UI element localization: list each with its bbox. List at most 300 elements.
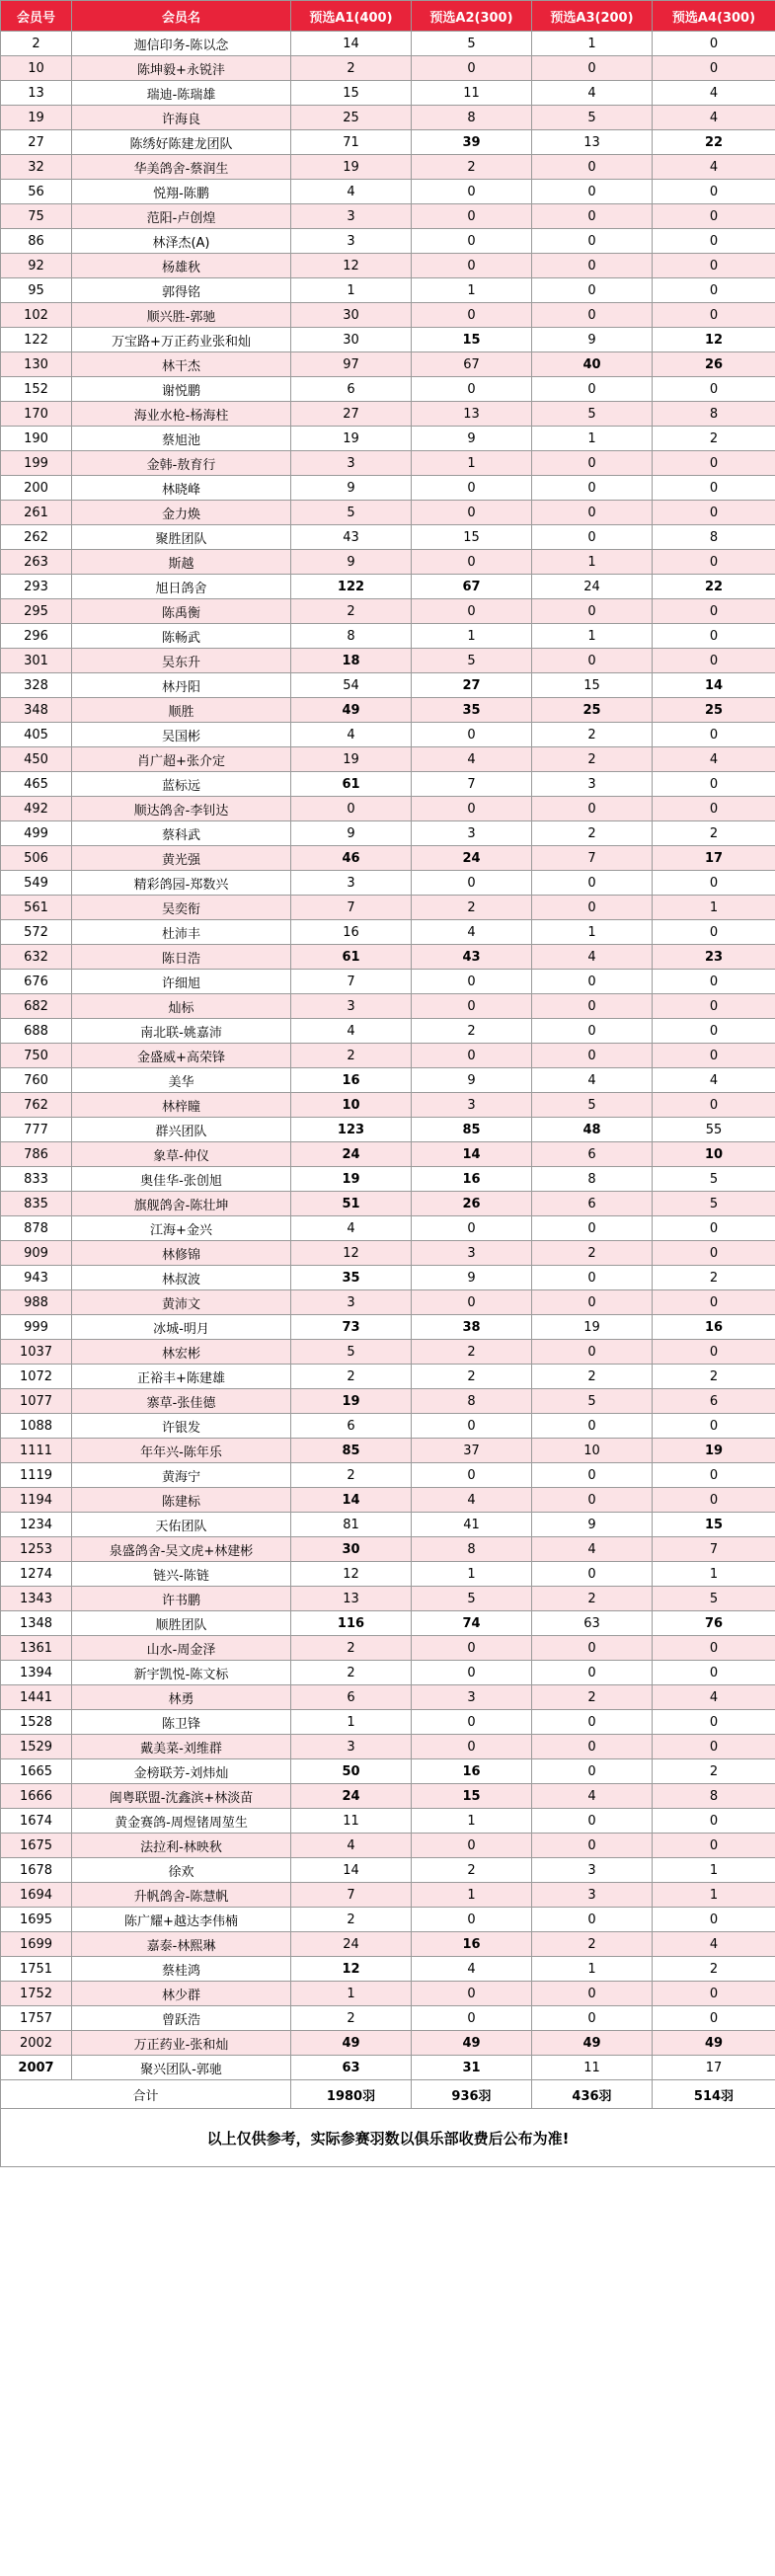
cell-a3: 0 (532, 254, 653, 278)
cell-a1: 49 (291, 2031, 412, 2056)
cell-a2: 4 (412, 747, 532, 772)
cell-member-name: 黄金赛鸽-周煜锗周堃生 (72, 1809, 291, 1834)
cell-a2: 0 (412, 599, 532, 624)
cell-a3: 0 (532, 476, 653, 501)
cell-a3: 40 (532, 352, 653, 377)
cell-a1: 24 (291, 1784, 412, 1809)
cell-a1: 54 (291, 673, 412, 698)
cell-member-name: 吴奕衔 (72, 896, 291, 920)
cell-member-name: 美华 (72, 1068, 291, 1093)
table-row (1, 1167, 775, 1192)
cell-a2: 9 (412, 1266, 532, 1290)
totals-row (1, 2080, 775, 2109)
cell-a2: 13 (412, 402, 532, 427)
cell-member-name: 迦信印务-陈以念 (72, 32, 291, 56)
table-row (1, 1587, 775, 1611)
cell-member-no: 200 (1, 476, 72, 501)
cell-a3: 19 (532, 1315, 653, 1340)
cell-a2: 8 (412, 1389, 532, 1414)
table-footer (1, 2080, 775, 2167)
cell-a4: 0 (653, 1093, 775, 1118)
cell-member-name: 杜沛丰 (72, 920, 291, 945)
table-row (1, 871, 775, 896)
cell-a4: 1 (653, 1883, 775, 1908)
cell-a1: 43 (291, 525, 412, 550)
cell-member-name: 吴国彬 (72, 723, 291, 747)
cell-a4: 0 (653, 2006, 775, 2031)
table-row (1, 1685, 775, 1710)
cell-a4: 55 (653, 1118, 775, 1142)
cell-a2: 15 (412, 1784, 532, 1809)
cell-member-no: 1361 (1, 1636, 72, 1661)
cell-a2: 0 (412, 377, 532, 402)
cell-member-no: 102 (1, 303, 72, 328)
cell-a3: 0 (532, 1982, 653, 2006)
cell-a3: 0 (532, 896, 653, 920)
cell-a3: 3 (532, 772, 653, 797)
cell-a4: 0 (653, 1340, 775, 1365)
cell-a1: 46 (291, 846, 412, 871)
cell-member-name: 法拉利-林映秋 (72, 1834, 291, 1858)
cell-a3: 2 (532, 821, 653, 846)
cell-member-no: 1072 (1, 1365, 72, 1389)
cell-member-name: 正裕丰+陈建雄 (72, 1365, 291, 1389)
cell-member-name: 旭日鸽舍 (72, 575, 291, 599)
cell-a1: 2 (291, 2006, 412, 2031)
cell-a4: 0 (653, 204, 775, 229)
table-row (1, 1142, 775, 1167)
cell-member-no: 561 (1, 896, 72, 920)
cell-a2: 0 (412, 723, 532, 747)
cell-a4: 49 (653, 2031, 775, 2056)
cell-member-no: 32 (1, 155, 72, 180)
cell-a2: 38 (412, 1315, 532, 1340)
cell-a1: 7 (291, 970, 412, 994)
cell-a1: 12 (291, 1957, 412, 1982)
cell-a2: 0 (412, 550, 532, 575)
cell-member-no: 1665 (1, 1759, 72, 1784)
cell-a2: 0 (412, 1463, 532, 1488)
cell-member-name: 象草-仲仪 (72, 1142, 291, 1167)
cell-member-no: 95 (1, 278, 72, 303)
cell-member-no: 572 (1, 920, 72, 945)
cell-member-name: 山水-周金泽 (72, 1636, 291, 1661)
cell-member-no: 1111 (1, 1439, 72, 1463)
cell-a2: 24 (412, 846, 532, 871)
cell-member-no: 999 (1, 1315, 72, 1340)
cell-a3: 0 (532, 970, 653, 994)
table-row (1, 1661, 775, 1685)
header-a2: 预选A2(300) (412, 1, 532, 32)
cell-a3: 7 (532, 846, 653, 871)
cell-a3: 2 (532, 1241, 653, 1266)
cell-a3: 4 (532, 945, 653, 970)
cell-a1: 4 (291, 180, 412, 204)
cell-a1: 0 (291, 797, 412, 821)
cell-a4: 0 (653, 1908, 775, 1932)
cell-member-no: 1694 (1, 1883, 72, 1908)
cell-a2: 0 (412, 2006, 532, 2031)
cell-member-no: 750 (1, 1044, 72, 1068)
cell-a4: 0 (653, 1241, 775, 1266)
cell-a3: 0 (532, 1834, 653, 1858)
cell-a2: 67 (412, 575, 532, 599)
cell-a2: 5 (412, 1587, 532, 1611)
cell-a4: 16 (653, 1315, 775, 1340)
cell-a3: 0 (532, 229, 653, 254)
cell-member-name: 许细旭 (72, 970, 291, 994)
cell-a1: 6 (291, 1685, 412, 1710)
table-row (1, 994, 775, 1019)
cell-a2: 2 (412, 1858, 532, 1883)
cell-a1: 30 (291, 1537, 412, 1562)
table-row (1, 550, 775, 575)
cell-a1: 3 (291, 994, 412, 1019)
cell-a2: 0 (412, 994, 532, 1019)
cell-a3: 0 (532, 649, 653, 673)
table-row (1, 1858, 775, 1883)
cell-a4: 0 (653, 229, 775, 254)
cell-a4: 25 (653, 698, 775, 723)
cell-a4: 0 (653, 1019, 775, 1044)
cell-member-name: 林宏彬 (72, 1340, 291, 1365)
cell-a2: 0 (412, 229, 532, 254)
cell-a3: 63 (532, 1611, 653, 1636)
cell-a3: 1 (532, 550, 653, 575)
cell-member-name: 金榜联芳-刘炜灿 (72, 1759, 291, 1784)
cell-member-name: 林晓峰 (72, 476, 291, 501)
cell-member-name: 聚胜团队 (72, 525, 291, 550)
total-a3: 436羽 (532, 2080, 653, 2109)
cell-a4: 0 (653, 1735, 775, 1759)
table-row (1, 1192, 775, 1216)
cell-a1: 4 (291, 1834, 412, 1858)
cell-member-name: 万宝路+万正药业张和灿 (72, 328, 291, 352)
cell-member-no: 328 (1, 673, 72, 698)
cell-a4: 8 (653, 525, 775, 550)
cell-a2: 5 (412, 649, 532, 673)
cell-a2: 0 (412, 303, 532, 328)
cell-member-name: 奥佳华-张创旭 (72, 1167, 291, 1192)
cell-member-no: 2007 (1, 2056, 72, 2080)
cell-member-name: 冰城-明月 (72, 1315, 291, 1340)
cell-member-name: 范阳-卢创煌 (72, 204, 291, 229)
cell-a2: 1 (412, 451, 532, 476)
cell-a2: 0 (412, 1735, 532, 1759)
table-row (1, 2031, 775, 2056)
cell-a1: 19 (291, 1167, 412, 1192)
cell-a4: 0 (653, 723, 775, 747)
cell-a3: 9 (532, 1513, 653, 1537)
cell-member-no: 92 (1, 254, 72, 278)
cell-a2: 3 (412, 1241, 532, 1266)
cell-a3: 0 (532, 1044, 653, 1068)
cell-a2: 0 (412, 204, 532, 229)
cell-a4: 4 (653, 81, 775, 106)
cell-a2: 3 (412, 1093, 532, 1118)
cell-a2: 0 (412, 1044, 532, 1068)
cell-a3: 0 (532, 501, 653, 525)
table-row (1, 1537, 775, 1562)
cell-a3: 0 (532, 1809, 653, 1834)
cell-a4: 0 (653, 1710, 775, 1735)
cell-member-no: 262 (1, 525, 72, 550)
cell-member-name: 戴美菜-刘维群 (72, 1735, 291, 1759)
table-row (1, 303, 775, 328)
cell-a2: 2 (412, 896, 532, 920)
cell-member-name: 陈建标 (72, 1488, 291, 1513)
cell-a4: 0 (653, 1834, 775, 1858)
cell-a1: 5 (291, 1340, 412, 1365)
cell-member-name: 许海良 (72, 106, 291, 130)
total-a2: 936羽 (412, 2080, 532, 2109)
header-member-name: 会员名 (72, 1, 291, 32)
total-a4: 514羽 (653, 2080, 775, 2109)
cell-a3: 1 (532, 624, 653, 649)
cell-member-no: 1394 (1, 1661, 72, 1685)
cell-a4: 0 (653, 772, 775, 797)
cell-a4: 8 (653, 1784, 775, 1809)
cell-a2: 3 (412, 1685, 532, 1710)
cell-a2: 0 (412, 1834, 532, 1858)
cell-a1: 50 (291, 1759, 412, 1784)
cell-a1: 8 (291, 624, 412, 649)
cell-member-name: 金盛威+高荣锋 (72, 1044, 291, 1068)
cell-member-name: 嘉泰-林熙琳 (72, 1932, 291, 1957)
cell-member-no: 1674 (1, 1809, 72, 1834)
cell-member-name: 陈坤毅+永锐沣 (72, 56, 291, 81)
cell-a2: 0 (412, 1982, 532, 2006)
cell-a2: 31 (412, 2056, 532, 2080)
table-header (1, 1, 775, 32)
cell-a3: 4 (532, 1537, 653, 1562)
table-row (1, 1759, 775, 1784)
cell-a1: 49 (291, 698, 412, 723)
table-row (1, 797, 775, 821)
cell-a4: 10 (653, 1142, 775, 1167)
cell-a1: 11 (291, 1809, 412, 1834)
cell-member-no: 1037 (1, 1340, 72, 1365)
cell-member-name: 聚兴团队-郭驰 (72, 2056, 291, 2080)
cell-member-name: 林丹阳 (72, 673, 291, 698)
cell-a4: 26 (653, 352, 775, 377)
cell-a1: 61 (291, 945, 412, 970)
table-row (1, 476, 775, 501)
cell-a3: 0 (532, 56, 653, 81)
cell-a2: 35 (412, 698, 532, 723)
cell-member-name: 新宇凯悦-陈文标 (72, 1661, 291, 1685)
cell-a2: 41 (412, 1513, 532, 1537)
cell-member-no: 1528 (1, 1710, 72, 1735)
cell-a4: 22 (653, 575, 775, 599)
table-row (1, 525, 775, 550)
cell-member-no: 506 (1, 846, 72, 871)
cell-a2: 74 (412, 1611, 532, 1636)
cell-a3: 0 (532, 1216, 653, 1241)
cell-member-name: 肖广超+张介定 (72, 747, 291, 772)
cell-a4: 0 (653, 550, 775, 575)
cell-a1: 71 (291, 130, 412, 155)
table-row (1, 1932, 775, 1957)
cell-member-name: 江海+金兴 (72, 1216, 291, 1241)
cell-a3: 2 (532, 747, 653, 772)
cell-member-name: 黄光强 (72, 846, 291, 871)
cell-member-name: 灿标 (72, 994, 291, 1019)
cell-a1: 3 (291, 204, 412, 229)
table-row (1, 1636, 775, 1661)
cell-a3: 2 (532, 1587, 653, 1611)
cell-a1: 116 (291, 1611, 412, 1636)
cell-a4: 0 (653, 994, 775, 1019)
table-row (1, 427, 775, 451)
cell-a4: 0 (653, 1809, 775, 1834)
cell-a1: 13 (291, 1587, 412, 1611)
cell-a4: 17 (653, 846, 775, 871)
cell-a4: 0 (653, 32, 775, 56)
cell-a4: 2 (653, 1957, 775, 1982)
cell-a4: 2 (653, 821, 775, 846)
cell-member-no: 943 (1, 1266, 72, 1290)
cell-member-no: 1751 (1, 1957, 72, 1982)
cell-member-name: 陈绣好陈建龙团队 (72, 130, 291, 155)
cell-member-no: 988 (1, 1290, 72, 1315)
cell-member-name: 蔡旭池 (72, 427, 291, 451)
cell-member-no: 1234 (1, 1513, 72, 1537)
table-row (1, 599, 775, 624)
cell-a4: 0 (653, 1463, 775, 1488)
cell-member-no: 682 (1, 994, 72, 1019)
cell-a4: 0 (653, 56, 775, 81)
cell-member-name: 林叔波 (72, 1266, 291, 1290)
cell-member-name: 寨草-张佳德 (72, 1389, 291, 1414)
table-row (1, 1562, 775, 1587)
table-row (1, 1315, 775, 1340)
cell-a3: 48 (532, 1118, 653, 1142)
table-row (1, 649, 775, 673)
table-row (1, 1414, 775, 1439)
cell-a3: 9 (532, 328, 653, 352)
cell-a3: 6 (532, 1192, 653, 1216)
cell-a3: 0 (532, 377, 653, 402)
cell-a1: 25 (291, 106, 412, 130)
cell-a3: 4 (532, 1784, 653, 1809)
cell-member-no: 348 (1, 698, 72, 723)
cell-a1: 2 (291, 1365, 412, 1389)
cell-a1: 1 (291, 278, 412, 303)
cell-a1: 2 (291, 1636, 412, 1661)
cell-a4: 19 (653, 1439, 775, 1463)
cell-a2: 0 (412, 1908, 532, 1932)
cell-member-no: 2 (1, 32, 72, 56)
table-body (1, 32, 775, 2080)
cell-member-no: 1253 (1, 1537, 72, 1562)
cell-a2: 1 (412, 1809, 532, 1834)
cell-a3: 1 (532, 32, 653, 56)
cell-member-name: 许银发 (72, 1414, 291, 1439)
cell-member-name: 吴东升 (72, 649, 291, 673)
cell-a4: 0 (653, 377, 775, 402)
cell-a2: 0 (412, 476, 532, 501)
cell-a4: 76 (653, 1611, 775, 1636)
table-row (1, 130, 775, 155)
cell-member-name: 顺兴胜-郭驰 (72, 303, 291, 328)
cell-a2: 0 (412, 501, 532, 525)
cell-a2: 0 (412, 1290, 532, 1315)
cell-member-name: 链兴-陈链 (72, 1562, 291, 1587)
cell-member-name: 斯越 (72, 550, 291, 575)
cell-a4: 4 (653, 1068, 775, 1093)
table-row (1, 945, 775, 970)
cell-a4: 4 (653, 155, 775, 180)
cell-a3: 3 (532, 1883, 653, 1908)
table-row (1, 1266, 775, 1290)
cell-a2: 15 (412, 525, 532, 550)
cell-a4: 23 (653, 945, 775, 970)
cell-a1: 14 (291, 32, 412, 56)
header-a1: 预选A1(400) (291, 1, 412, 32)
cell-a2: 14 (412, 1142, 532, 1167)
cell-a2: 0 (412, 1414, 532, 1439)
cell-a4: 2 (653, 427, 775, 451)
cell-a4: 0 (653, 599, 775, 624)
table-row (1, 377, 775, 402)
cell-a1: 4 (291, 1019, 412, 1044)
cell-a4: 0 (653, 180, 775, 204)
table-row (1, 1068, 775, 1093)
cell-a3: 0 (532, 1759, 653, 1784)
cell-member-name: 郭得铭 (72, 278, 291, 303)
table-row (1, 1735, 775, 1759)
cell-member-name: 林修锦 (72, 1241, 291, 1266)
cell-a1: 3 (291, 1290, 412, 1315)
table-row (1, 896, 775, 920)
cell-a1: 3 (291, 451, 412, 476)
cell-a1: 81 (291, 1513, 412, 1537)
cell-a1: 19 (291, 427, 412, 451)
cell-a4: 0 (653, 970, 775, 994)
cell-a2: 27 (412, 673, 532, 698)
cell-a1: 15 (291, 81, 412, 106)
table-row (1, 821, 775, 846)
cell-a1: 14 (291, 1488, 412, 1513)
table-row (1, 32, 775, 56)
cell-a3: 6 (532, 1142, 653, 1167)
table-row (1, 1044, 775, 1068)
cell-a2: 0 (412, 180, 532, 204)
cell-a3: 0 (532, 204, 653, 229)
table-row (1, 1340, 775, 1365)
cell-a3: 24 (532, 575, 653, 599)
cell-a1: 6 (291, 1414, 412, 1439)
table-row (1, 1834, 775, 1858)
cell-a1: 12 (291, 1562, 412, 1587)
cell-a2: 4 (412, 920, 532, 945)
cell-member-no: 190 (1, 427, 72, 451)
header-member-no: 会员号 (1, 1, 72, 32)
cell-a2: 0 (412, 1710, 532, 1735)
cell-member-no: 549 (1, 871, 72, 896)
cell-a3: 0 (532, 1661, 653, 1685)
cell-a4: 0 (653, 451, 775, 476)
cell-a4: 15 (653, 1513, 775, 1537)
cell-a1: 73 (291, 1315, 412, 1340)
cell-member-name: 林勇 (72, 1685, 291, 1710)
table-row (1, 1290, 775, 1315)
cell-member-no: 75 (1, 204, 72, 229)
table-row (1, 1883, 775, 1908)
table-row (1, 254, 775, 278)
table-row (1, 1809, 775, 1834)
